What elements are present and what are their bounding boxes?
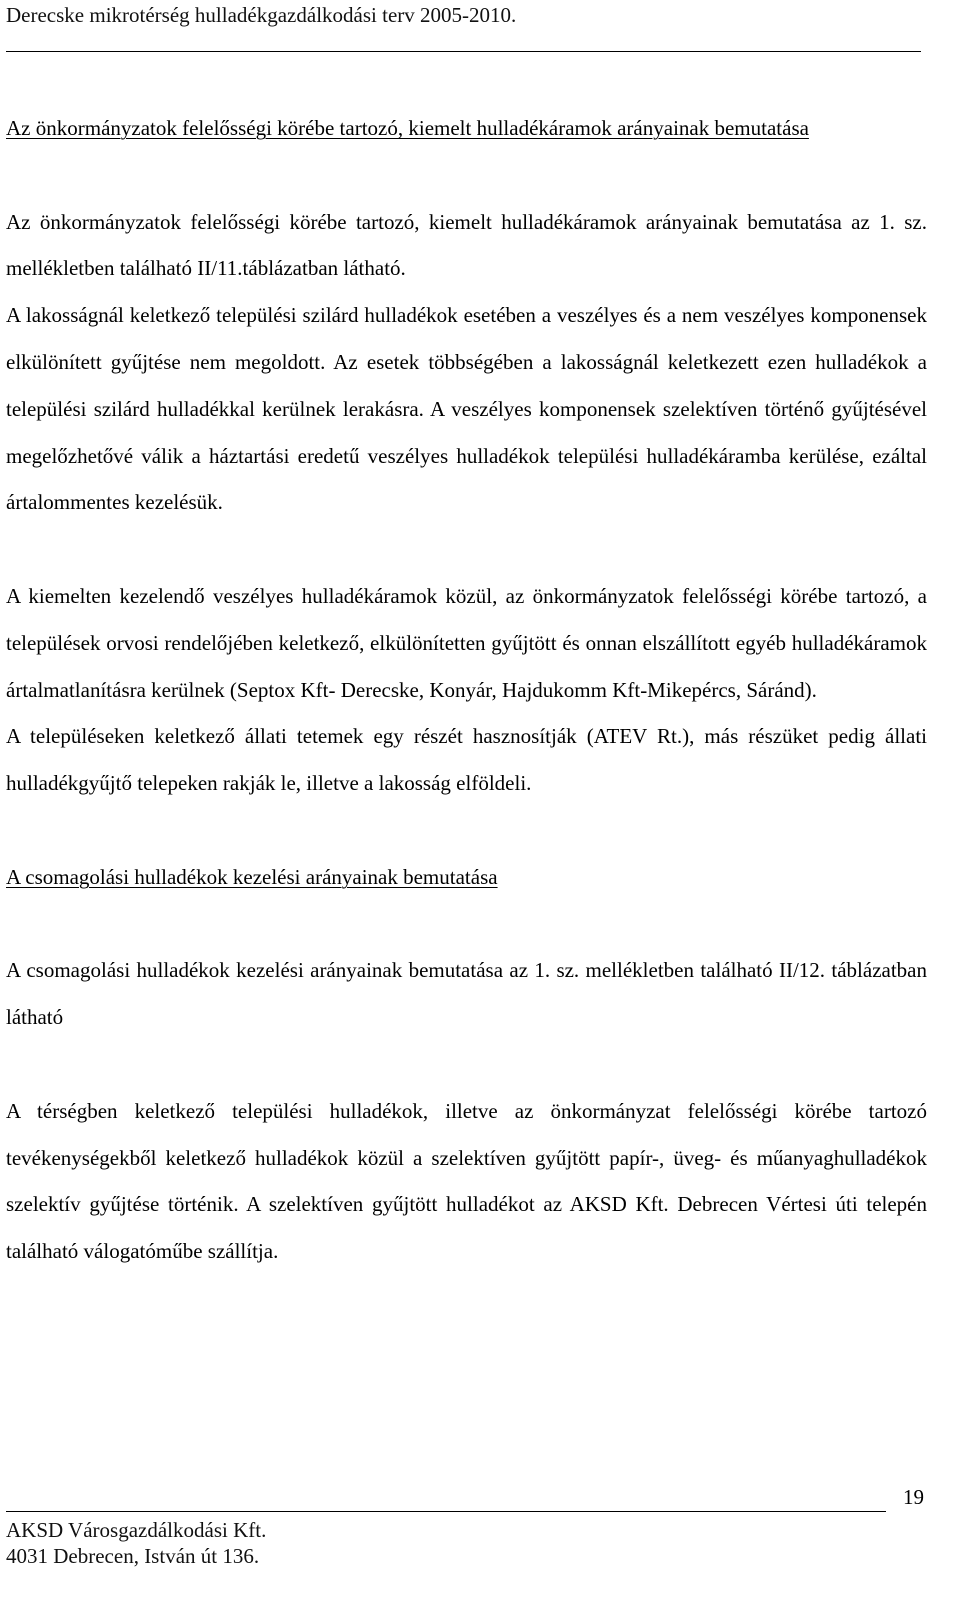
page-number: 19	[903, 1485, 924, 1509]
paragraph-allati-tetemek: A településeken keletkező állati tetemek egy részét hasznosítják (ATEV Rt.), más részüket pedig állati hulladékgyűjtő telepeken rakják le, illetve a lakosság elföldeli.	[6, 724, 927, 796]
footer-divider	[6, 1511, 886, 1512]
paragraph-orvosi-rendelo: A kiemelten kezelendő veszélyes hulladékáramok közül, az önkormányzatok felelősségi körébe tartozó, a települések orvosi rendelőjében keletkező, elkülönítetten gyűjtött és onnan elszállított egyéb hulladékáramok ártalmatlanításra kerülnek (Septox Kft- Derecske, Konyár, Hajdukomm Kft-Mikepércs, Sáránd).	[6, 583, 927, 702]
paragraph-hulladekaramok-aranyai: Az önkormányzatok felelősségi körébe tartozó, kiemelt hulladékáramok arányainak bemutatása az 1. sz. mellékletben található II/11.táblázatban látható.	[6, 209, 927, 281]
footer-company: AKSD Városgazdálkodási Kft.	[6, 1518, 267, 1542]
paragraph-csomagolasi-aranyok: A csomagolási hulladékok kezelési arányainak bemutatása az 1. sz. mellékletben található II/12. táblázatban látható	[6, 958, 927, 1030]
section-heading-csomagolasi: A csomagolási hulladékok kezelési arányainak bemutatása	[6, 864, 498, 889]
page-footer	[0, 1470, 960, 1617]
header-divider	[6, 51, 921, 52]
section-heading-hulladekaramok: Az önkormányzatok felelősségi körébe tartozó, kiemelt hulladékáramok arányainak bemutatása	[6, 116, 809, 140]
document-body	[6, 105, 927, 1275]
page-header	[6, 0, 926, 29]
footer-address: 4031 Debrecen, István út 136.	[6, 1544, 260, 1568]
paragraph-szelektiv-gyujtes: A térségben keletkező települési hulladékok, illetve az önkormányzat felelősségi körébe tartozó tevékenységekből keletkező hulladékok közül a szelektíven gyűjtött papír-, üveg- és műanyaghulladékok szelektív gyűjtése történik. A szelektíven gyűjtött hulladékot az AKSD Kft. Debrecen Vértesi úti telepén található válogatóműbe szállítja.	[6, 1098, 927, 1264]
document-title: Derecske mikrotérség hulladékgazdálkodási terv 2005-2010.	[6, 3, 517, 27]
paragraph-veszelyes-komponensek: A lakosságnál keletkező települési szilárd hulladékok esetében a veszélyes és a nem veszélyes komponensek elkülönített gyűjtése nem megoldott. Az esetek többségében a lakosságnál keletkezett ezen hulladékok a települési szilárd hulladékkal kerülnek lerakásra. A veszélyes komponensek szelektíven történő gyűjtésével megelőzhetővé válik a háztartási eredetű veszélyes hulladékok települési hulladékáramba kerülése, ezáltal ártalommentes kezelésük.	[6, 303, 927, 515]
